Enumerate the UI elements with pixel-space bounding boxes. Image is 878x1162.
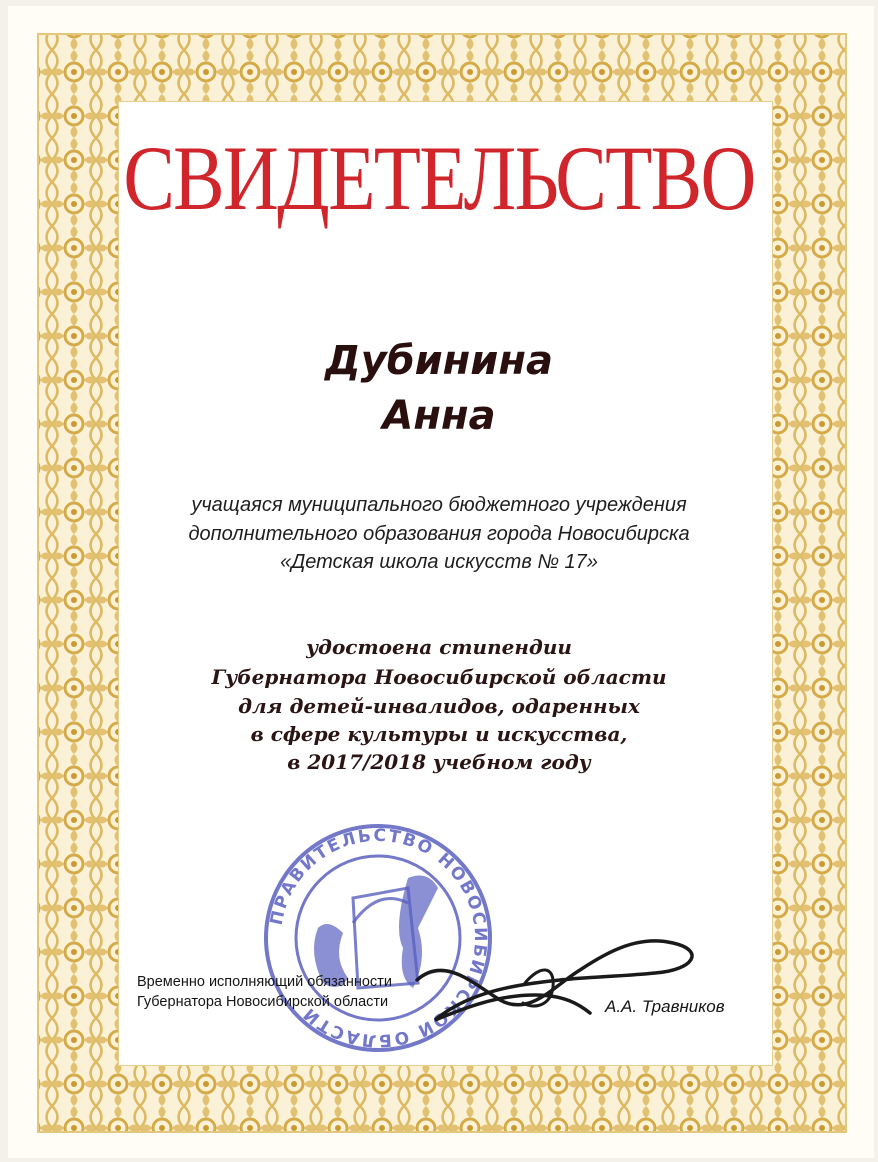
description-line: учащаяся муниципального бюджетного учреждения: [191, 494, 687, 516]
award-line: для детей-инвалидов, одаренных: [238, 694, 640, 718]
description-line: дополнительного образования города Новосибирска: [188, 523, 690, 545]
recipient-surname: Дубинина: [325, 338, 553, 384]
award-line: Губернатора Новосибирской области: [211, 665, 667, 689]
certificate-title: СВИДЕТЕЛЬСТВО: [123, 127, 755, 229]
handwritten-signature: [405, 925, 735, 1035]
signatory-name: А.А. Травников: [605, 997, 725, 1016]
recipient-first-name: Анна: [382, 393, 496, 439]
svg-text:ПРАВИТЕЛЬСТВО НОВОСИБИРСКОЙ ОБ: ПРАВИТЕЛЬСТВО НОВОСИБИРСКОЙ ОБЛАСТИ: [266, 825, 491, 1051]
award-line: удостоена стипендии: [306, 635, 572, 659]
description-line: «Детская школа искусств № 17»: [280, 551, 598, 573]
signatory-title: Губернатора Новосибирской области: [137, 994, 389, 1010]
award-line: в 2017/2018 учебном году: [287, 750, 591, 774]
award-line: в сфере культуры и искусства,: [250, 722, 628, 746]
signatory-title: Временно исполняющий обязанности: [137, 974, 392, 990]
